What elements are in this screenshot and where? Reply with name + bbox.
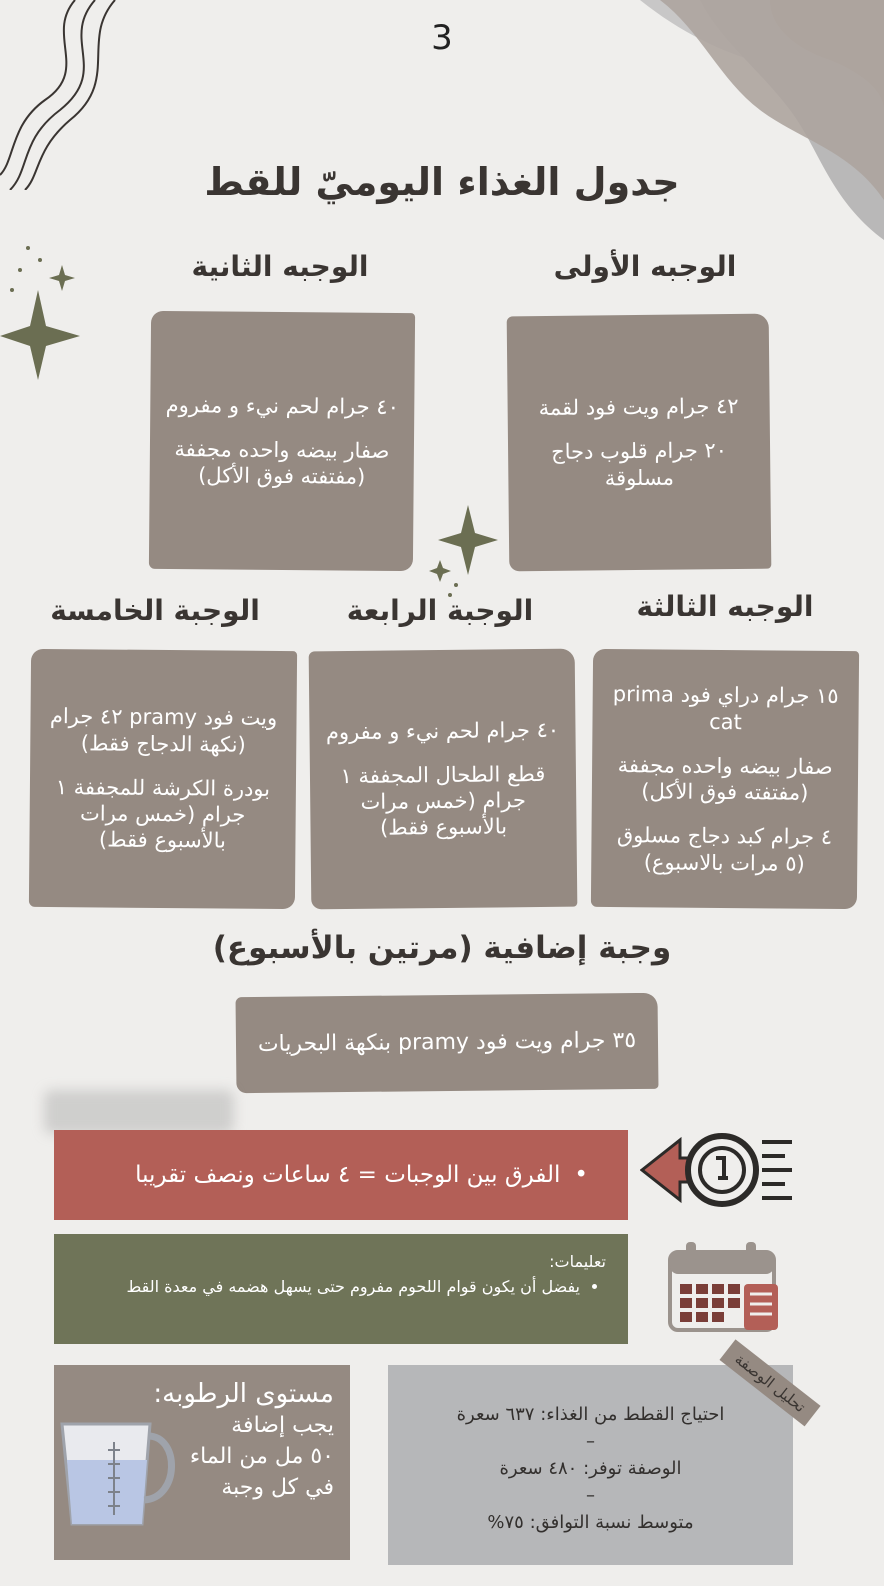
calendar-icon	[668, 1240, 788, 1335]
meal-2-card	[149, 311, 415, 571]
meal-5-title: الوجبة الخامسة	[50, 594, 260, 627]
humidity-line: ٥٠ مل من الماء	[189, 1443, 334, 1469]
meal-2-line: ٤٠ جرام لحم نيء و مفروم	[165, 392, 400, 419]
meal-1-line: ٢٠ جرام قلوب دجاج مسلوقة	[551, 438, 728, 490]
page-number: 3	[431, 18, 453, 58]
meal-3-line: ٤ جرام كبد دجاج مسلوق (٥ مرات بالاسبوع)	[616, 823, 833, 876]
analysis-line: الوصفة توفر: ٤٨٠ سعرة	[499, 1458, 682, 1479]
meal-1-card	[507, 314, 772, 572]
meal-4-card	[309, 649, 578, 910]
page-title: جدول الغذاء اليوميّ للقط	[204, 160, 680, 204]
humidity-title: مستوى الرطوبه:	[153, 1379, 334, 1409]
blurred-watermark	[44, 1090, 234, 1134]
meal-3-line: صفار بيضه واحده مجففة (مفتفته فوق الأكل)	[617, 752, 833, 805]
meal-3-title: الوجبه الثالثة	[636, 590, 814, 623]
instructions-bar	[54, 1234, 628, 1344]
meal-1-title: الوجبه الأولى	[553, 250, 737, 283]
meal-1-line: ٤٢ جرام ويت فود لقمة	[538, 394, 739, 421]
bullet-icon: •	[574, 1162, 588, 1188]
measuring-cup-icon	[58, 1420, 178, 1532]
extra-meal-text: ٣٥ جرام ويت فود pramy بنكهة البحريات	[257, 1028, 637, 1058]
analysis-line: احتياج القطط من الغذاء: ٦٣٧ سعرة	[456, 1404, 725, 1425]
humidity-line: يجب إضافة	[231, 1413, 334, 1438]
sparkle-icon	[0, 240, 90, 380]
sparkle-icon	[420, 505, 500, 600]
meal-4-line: قطع الطحال المجففة ١ جرام (خمس مرات بالأسبوع فقط)	[340, 761, 546, 840]
humidity-line: في كل وجبة	[221, 1474, 334, 1500]
analysis-panel	[388, 1365, 793, 1565]
analysis-line: متوسط نسبة التوافق: ٧٥%	[487, 1512, 694, 1533]
analysis-separator: –	[586, 1485, 595, 1506]
meal-5-line: ويت فود pramy ٤٢ جرام (نكهة الدجاج فقط)	[49, 704, 278, 757]
interval-bar	[54, 1130, 628, 1220]
meal-4-title: الوجبة الرابعة	[346, 594, 534, 627]
clock-arrow-icon	[640, 1130, 800, 1210]
instructions-item: • يفضل أن يكون قوام اللحوم مفروم حتى يسهل هضمه في معدة القط	[76, 1277, 580, 1296]
analysis-tag: تحليل الوصفة	[719, 1339, 820, 1426]
meal-3-card	[591, 649, 859, 909]
instructions-label: تعليمات:	[549, 1252, 606, 1271]
extra-meal-card	[236, 993, 659, 1093]
meal-2-title: الوجبه الثانية	[191, 250, 369, 283]
meal-3-line: ١٥ جرام دراي فود prima cat	[612, 682, 839, 734]
extra-meal-title: وجبة إضافية (مرتين بالأسبوع)	[212, 930, 672, 966]
meal-5-card	[29, 649, 297, 909]
meal-2-line: صفار بيضه واحده مجففة (مفتفته فوق الأكل)	[174, 436, 390, 489]
meal-5-line: بودرة الكرشة للمجففة ١ جرام (خمس مرات بالأسبوع فقط)	[55, 774, 271, 853]
analysis-separator: –	[586, 1431, 595, 1452]
interval-text: الفرق بين الوجبات = ٤ ساعات ونصف تقريبا	[135, 1162, 561, 1188]
meal-4-line: ٤٠ جرام لحم نيء و مفروم	[325, 717, 560, 744]
